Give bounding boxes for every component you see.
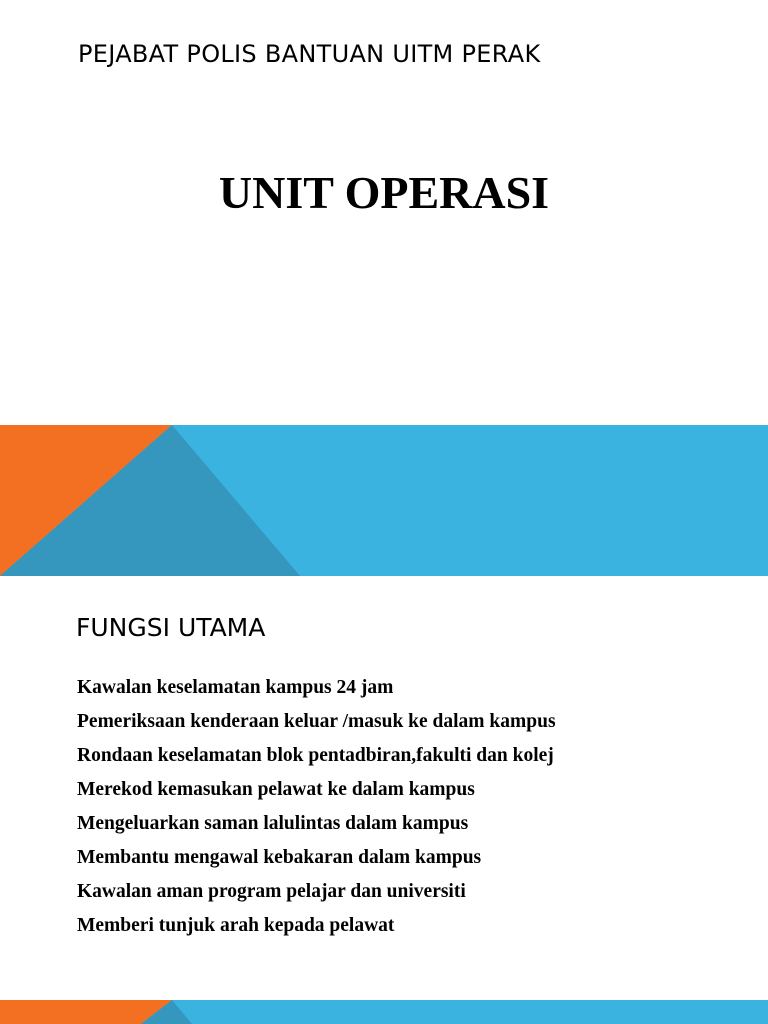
list-item: Mengeluarkan saman lalulintas dalam kampus [77,813,469,834]
decorative-band-bottom-graphic [0,1000,768,1024]
list-item: Pemeriksaan kenderaan keluar /masuk ke dalam kampus [77,711,556,732]
section-title: FUNGSI UTAMA [76,613,266,642]
list-item: Kawalan keselamatan kampus 24 jam [77,677,394,698]
decorative-band-graphic [0,425,768,576]
list-item: Kawalan aman program pelajar dan universiti [77,881,466,902]
decorative-band-bottom [0,1000,768,1024]
list-item: Rondaan keselamatan blok pentadbiran,fakulti dan kolej [77,745,554,766]
function-list [77,671,556,943]
decorative-band [0,425,768,576]
slide-title [0,0,768,425]
org-title: PEJABAT POLIS BANTUAN UITM PERAK [78,40,541,68]
slide-functions [0,576,768,1000]
list-item: Memberi tunjuk arah kepada pelawat [77,915,395,936]
list-item: Merekod kemasukan pelawat ke dalam kampus [77,779,475,800]
list-item: Membantu mengawal kebakaran dalam kampus [77,847,482,868]
unit-title: UNIT OPERASI [218,167,550,218]
